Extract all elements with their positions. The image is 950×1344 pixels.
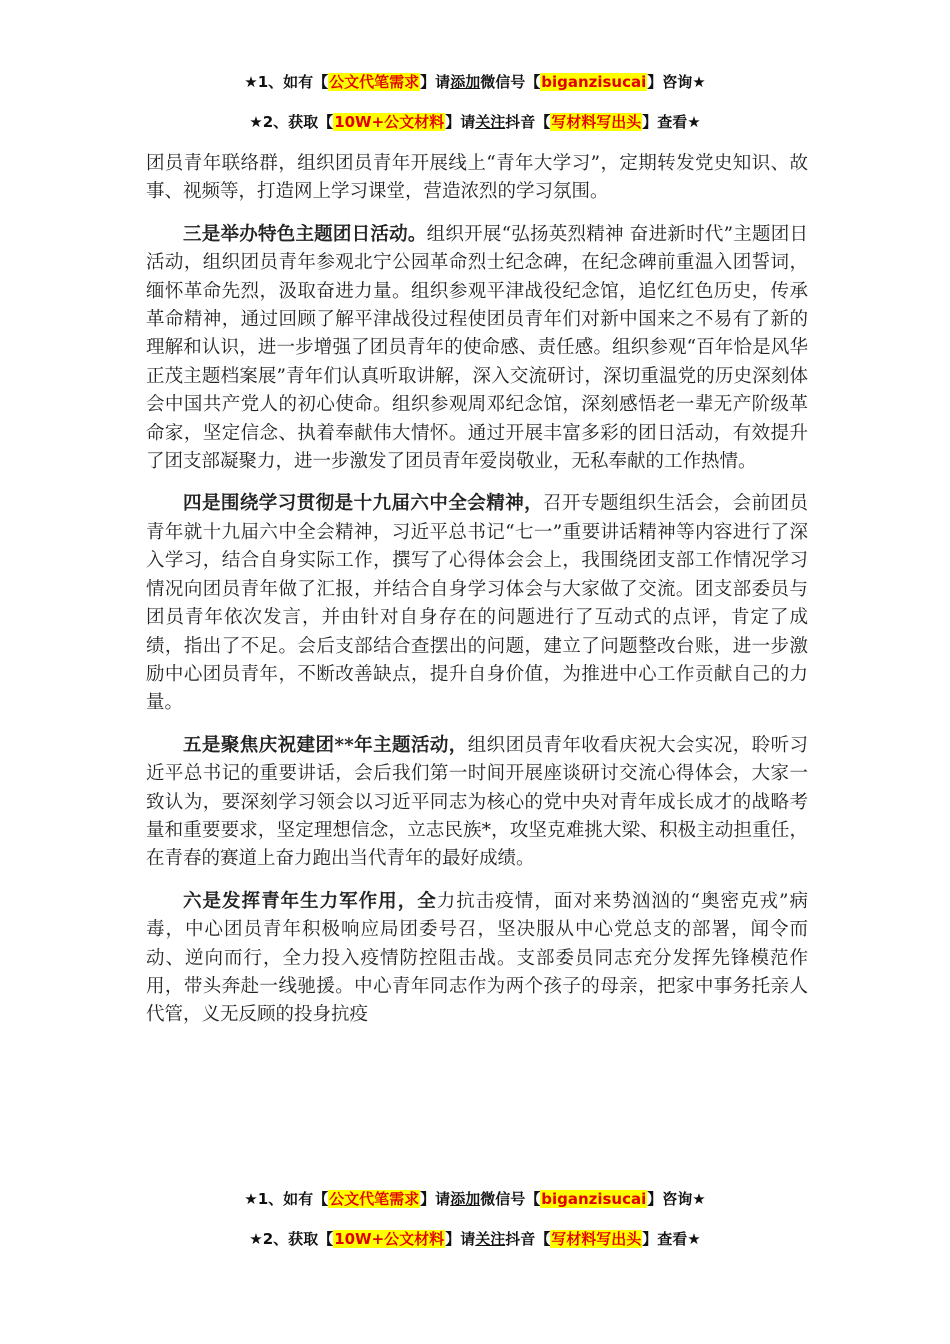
paragraph-continued: 团员青年联络群，组织团员青年开展线上“青年大学习”，定期转发党史知识、故事、视频等，打造网上学习课堂，营造浓烈的学习氛围。	[146, 153, 808, 203]
paragraph-4	[146, 490, 808, 717]
banner-highlight: 写材料写出头	[551, 113, 642, 131]
paragraph-heading: 六是发挥青年生力军作用，全	[183, 890, 437, 912]
banner-text: ★2、获取【	[249, 1230, 334, 1248]
banner-text: ★1、如有【	[244, 1190, 329, 1208]
paragraph-text: 组织团员青年收看庆祝大会实况，聆听习近平总书记的重要讲话，会后我们第一时间开展座谈研讨交流心得体会，大家一致认为，要深刻学习领会以习近平同志为核心的党中央对青年成长成才的战略考量和重要要求，坚定理想信念，立志民族*，攻坚克难挑大梁、积极主动担重任，在青春的赛道上奋力跑出当代青年的最好成绩。	[146, 734, 808, 870]
banner-text: ★1、如有【	[244, 73, 329, 91]
banner-text: 】请	[445, 1230, 476, 1248]
paragraph-heading: 五是聚焦庆祝建团**年主题活动，	[183, 734, 468, 756]
banner-underline: 添加	[450, 73, 481, 91]
paragraph-text: 组织开展“弘扬英烈精神 奋进新时代”主题团日活动，组织团员青年参观北宁公园革命烈士纪念碑，在纪念碑前重温入团誓词，缅怀革命先烈，汲取奋进力量。组织参观平津战役纪念馆，追忆红色历史，传承革命精神，通过回顾了解平津战役过程使团员青年们对新中国来之不易有了新的理解和认识，进一步增强了团员青年的使命感、责任感。组织参观“百年恰是风华正茂主题档案展”青年们认真听取讲解，深入交流研讨，深切重温党的历史深刻体会中国共产党人的初心使命。组织参观周邓纪念馆，深刻感悟老一辈无产阶级革命家，坚定信念、执着奉献伟大情怀。通过开展丰富多彩的团日活动，有效提升了团支部凝聚力，进一步激发了团员青年爱岗敬业，无私奉献的工作热情。	[146, 223, 808, 473]
banner-highlight: 写材料写出头	[551, 1230, 642, 1248]
paragraph-text: 力抗击疫情，面对来势汹汹的“奥密克戎”病毒，中心团员青年积极响应局团委号召，坚决服从中心党总支的部署，闻令而动、逆向而行，全力投入疫情防控阻击战。支部委员同志充分发挥先锋模范作用，带头奔赴一线驰援。中心青年同志作为两个孩子的母亲，把家中事务托亲人代管，义无反顾的投身抗疫	[146, 890, 808, 1026]
paragraph-5	[146, 732, 808, 874]
banner-highlight: 公文代笔需求	[329, 73, 420, 91]
banner-highlight: biganzisucai	[541, 1190, 647, 1208]
footer-banner-1	[0, 1188, 950, 1209]
paragraph-3	[146, 221, 808, 477]
paragraph-6	[146, 888, 808, 1030]
banner-highlight: 10W+公文材料	[334, 113, 445, 131]
banner-text: 抖音【	[505, 113, 551, 131]
banner-text: 】咨询★	[647, 1190, 706, 1208]
header-banner-2	[0, 111, 950, 132]
banner-text: 】请	[420, 1190, 451, 1208]
banner-text: 抖音【	[505, 1230, 551, 1248]
banner-text: 】咨询★	[647, 73, 706, 91]
banner-text: 微信号【	[480, 73, 541, 91]
banner-text: 】查看★	[642, 1230, 701, 1248]
banner-underline: 关注	[475, 1230, 506, 1248]
paragraph-text: 召开专题组织生活会，会前团员青年就十九届六中全会精神，习近平总书记“七一”重要讲话精神等内容进行了深入学习，结合自身实际工作，撰写了心得体会会上，我围绕团支部工作情况学习情况向团员青年做了汇报，并结合自身学习体会与大家做了交流。团支部委员与团员青年依次发言，并由针对自身存在的问题进行了互动式的点评，肯定了成绩，指出了不足。会后支部结合查摆出的问题，建立了问题整改台账，进一步激励中心团员青年，不断改善缺点，提升自身价值，为推进中心工作贡献自己的力量。	[146, 493, 808, 714]
banner-text: ★2、获取【	[249, 113, 334, 131]
banner-text: 微信号【	[480, 1190, 541, 1208]
footer-banner-2	[0, 1228, 950, 1249]
banner-highlight: biganzisucai	[541, 73, 647, 91]
banner-text: 】请	[420, 73, 451, 91]
banner-highlight: 公文代笔需求	[329, 1190, 420, 1208]
paragraph-heading: 四是围绕学习贯彻是十九届六中全会精神，	[183, 493, 544, 515]
banner-highlight: 10W+公文材料	[334, 1230, 445, 1248]
paragraph-heading: 三是举办特色主题团日活动。	[183, 223, 427, 245]
document-body	[146, 150, 808, 1044]
banner-underline: 关注	[475, 113, 506, 131]
header-banner-1	[0, 71, 950, 92]
banner-text: 】请	[445, 113, 476, 131]
banner-text: 】查看★	[642, 113, 701, 131]
banner-underline: 添加	[450, 1190, 481, 1208]
